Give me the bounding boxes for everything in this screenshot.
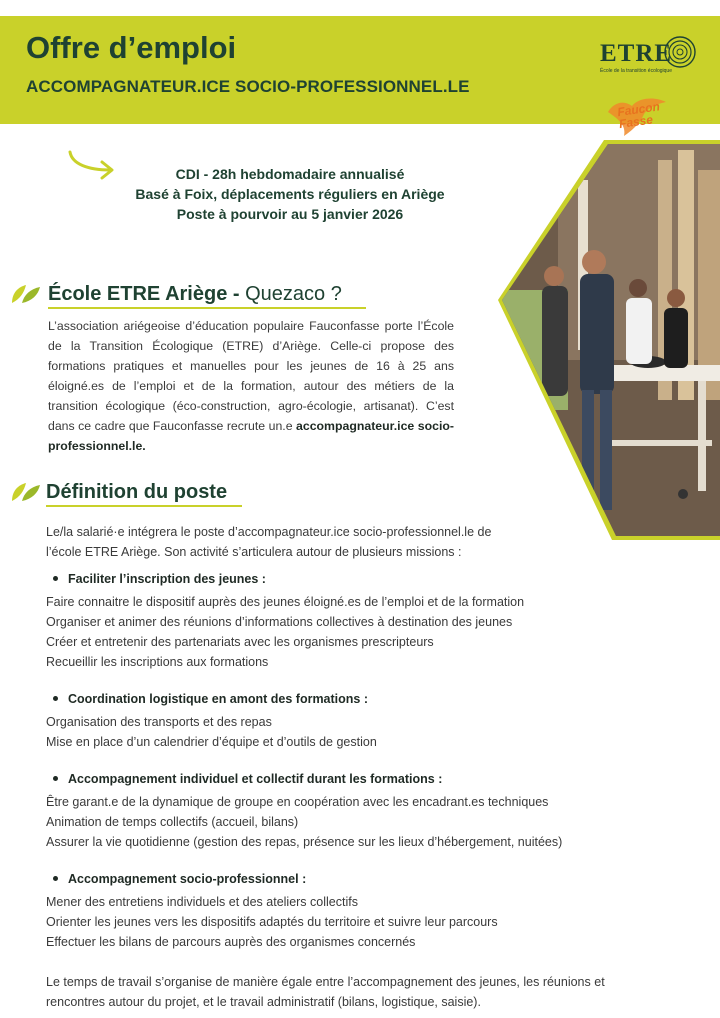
bullet-icon — [53, 776, 58, 781]
section-title-definition: Définition du poste — [46, 481, 228, 503]
fauconfasse-logo — [604, 94, 678, 138]
page-title: Offre d’emploi — [26, 30, 237, 65]
mission-item: Mise en place d’un calendrier d’équipe et d’outils de gestion — [46, 735, 377, 749]
mission-item: Faire connaitre le dispositif auprès des jeunes éloigné.es de l’emploi et de la formation — [46, 595, 525, 609]
mission-list — [46, 592, 524, 672]
mission-list — [46, 892, 498, 952]
section-ecole-highlight: accompagnateur.ice socio-professionnel.le. — [48, 419, 454, 453]
definition-intro — [46, 522, 686, 562]
contract-location: Basé à Foix, déplacements réguliers en Ariège — [135, 186, 445, 202]
mission-list — [46, 712, 377, 752]
etre-logo-word: ETRE — [600, 40, 673, 67]
leaf-icon — [10, 481, 42, 503]
workshop-photo — [498, 140, 720, 540]
etre-logo-tagline: École de la transition écologique — [600, 68, 672, 74]
bullet-icon — [53, 876, 58, 881]
mission-item: Créer et entretenir des partenariats avec les organismes prescripteurs — [46, 635, 434, 649]
mission-heading: Accompagnement socio-professionnel : — [53, 872, 306, 886]
mission-item: Animation de temps collectifs (accueil, bilans) — [46, 815, 299, 829]
mission-heading: Accompagnement individuel et collectif durant les formations : — [53, 772, 442, 786]
etre-logo — [598, 32, 702, 78]
section-title-ecole-light: Quezaco ? — [245, 283, 342, 305]
section-ecole-text — [48, 316, 454, 456]
contract-type: CDI - 28h hebdomadaire annualisé — [175, 166, 405, 182]
bullet-icon — [53, 696, 58, 701]
mission-heading: Coordination logistique en amont des formations : — [53, 692, 368, 706]
mission-heading: Faciliter l’inscription des jeunes : — [53, 572, 266, 586]
bullet-icon — [53, 576, 58, 581]
mission-item: Être garant.e de la dynamique de groupe en coopération avec les encadrant.es techniques — [46, 795, 549, 809]
section-title-underline — [48, 307, 366, 309]
mission-item: Orienter les jeunes vers les dispositifs adaptés du territoire et suivre leur parcours — [46, 915, 498, 929]
mission-item: Effectuer les bilans de parcours auprès des organismes concernés — [46, 935, 416, 949]
section-title-ecole — [48, 283, 342, 306]
header-banner — [0, 16, 720, 132]
mission-item: Organiser et animer des réunions d’informations collectives à destination des jeunes — [46, 615, 513, 629]
closing-line: Le temps de travail s’organise de manière égale entre l’accompagnement des jeunes, les réunions et — [46, 975, 605, 989]
section-ecole-paragraph: L’association ariégeoise d’éducation populaire Fauconfasse porte l’École de la Transition Écologique (ETRE) d’Ariège. Celle-ci propose des formations pratiques et manuelles pour les jeunes de 16 à 25 ans éloigné.es de l’emploi et de la formation, autour des métiers de la transition écologique (éco-construction, agro-écologie, artisanat). C’est dans ce cadre que Fauconfasse recrute un.e — [48, 319, 454, 433]
section-title-ecole-bold: École ETRE Ariège - — [48, 283, 246, 305]
leaf-icon — [10, 283, 42, 305]
mission-item: Mener des entretiens individuels et des ateliers collectifs — [46, 895, 358, 909]
mission-list — [46, 792, 562, 852]
definition-intro-line: l’école ETRE Ariège. Son activité s’articulera autour de plusieurs missions : — [46, 545, 462, 559]
mission-item: Assurer la vie quotidienne (gestion des repas, présence sur les lieux d’hébergement, nuitées) — [46, 835, 563, 849]
mission-item: Organisation des transports et des repas — [46, 715, 272, 729]
closing-line: rencontres autour du projet, et le travail administratif (bilans, logistique, saisie). — [46, 995, 481, 1009]
definition-intro-line: Le/la salarié·e intégrera le poste d’accompagnateur.ice socio-professionnel.le de — [46, 525, 492, 539]
section-title-underline — [46, 505, 242, 507]
mission-item: Recueillir les inscriptions aux formations — [46, 655, 269, 669]
closing-paragraph — [46, 972, 706, 1012]
contract-start-date: Poste à pourvoir au 5 janvier 2026 — [176, 206, 404, 222]
job-title: ACCOMPAGNATEUR.ICE SOCIO-PROFESSIONNEL.LE — [26, 77, 470, 96]
tree-rings-icon — [664, 32, 700, 72]
fauconfasse-logo-text: Faucon Fasse — [616, 99, 661, 132]
contract-details — [110, 164, 470, 224]
